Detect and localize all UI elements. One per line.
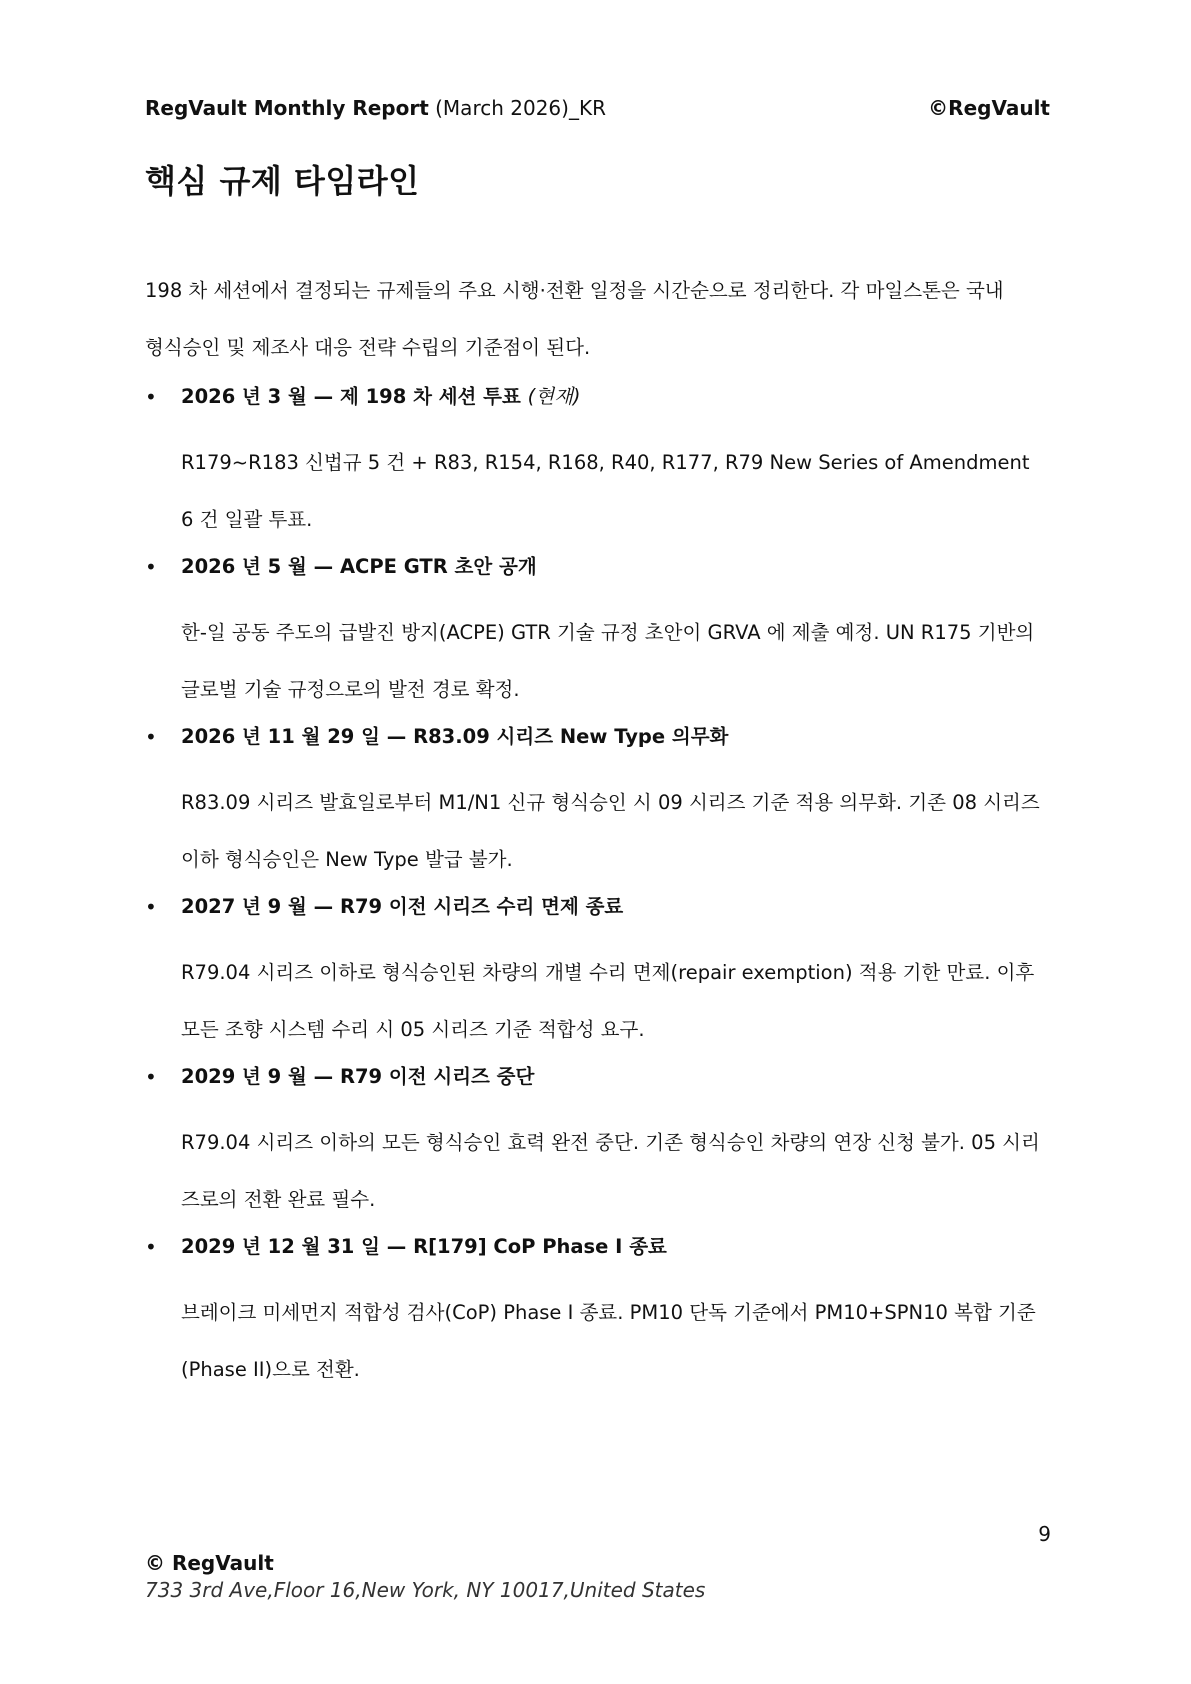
timeline-item-title: 2027 년 9 월 — R79 이전 시리즈 수리 면제 종료 bbox=[181, 895, 624, 918]
timeline-item-title: 2029 년 12 월 31 일 — R[179] CoP Phase I 종료 bbox=[181, 1235, 667, 1258]
timeline-list bbox=[145, 377, 1045, 1397]
bullet-icon: • bbox=[145, 555, 157, 579]
footer-address: 733 3rd Ave,Floor 16,New York, NY 10017,United States bbox=[145, 1578, 706, 1602]
page-header bbox=[145, 96, 1050, 126]
timeline-item bbox=[145, 717, 1045, 887]
timeline-item-title bbox=[181, 377, 1045, 417]
timeline-item bbox=[145, 377, 1045, 547]
timeline-item-desc: 브레이크 미세먼지 적합성 검사(CoP) Phase I 종료. PM10 단독 기준에서 PM10+SPN10 복합 기준(Phase II)으로 전환. bbox=[181, 1301, 1036, 1381]
bullet-icon: • bbox=[145, 1065, 157, 1089]
bullet-icon: • bbox=[145, 385, 157, 409]
footer-company: © RegVault bbox=[145, 1551, 274, 1575]
timeline-item-desc: R79.04 시리즈 이하로 형식승인된 차량의 개별 수리 면제(repair exemption) 적용 기한 만료. 이후 모든 조향 시스템 수리 시 05 시리즈 기준 적합성 요구. bbox=[181, 961, 1035, 1041]
timeline-item-note: (현재) bbox=[527, 385, 581, 408]
timeline-item-title: 2026 년 11 월 29 일 — R83.09 시리즈 New Type 의무화 bbox=[181, 725, 729, 748]
report-suffix: (March 2026)_KR bbox=[428, 96, 606, 120]
timeline-item-title: 2026 년 5 월 — ACPE GTR 초안 공개 bbox=[181, 555, 537, 578]
bullet-icon: • bbox=[145, 895, 157, 919]
timeline-item bbox=[145, 1227, 1045, 1397]
timeline-item-desc: R83.09 시리즈 발효일로부터 M1/N1 신규 형식승인 시 09 시리즈 기준 적용 의무화. 기존 08 시리즈 이하 형식승인은 New Type 발급 불가. bbox=[181, 791, 1040, 871]
bullet-icon: • bbox=[145, 725, 157, 749]
timeline-item bbox=[145, 547, 1045, 717]
timeline-item-desc: R79.04 시리즈 이하의 모든 형식승인 효력 완전 중단. 기존 형식승인 차량의 연장 신청 불가. 05 시리즈로의 전환 완료 필수. bbox=[181, 1131, 1040, 1211]
report-name: RegVault Monthly Report bbox=[145, 96, 429, 120]
brand-label: ©RegVault bbox=[928, 96, 1050, 120]
bullet-icon: • bbox=[145, 1235, 157, 1259]
timeline-item-title: 2029 년 9 월 — R79 이전 시리즈 중단 bbox=[181, 1065, 535, 1088]
timeline-item bbox=[145, 887, 1045, 1057]
timeline-item bbox=[145, 1057, 1045, 1227]
timeline-item-title-text: 2026 년 3 월 — 제 198 차 세션 투표 bbox=[181, 385, 528, 408]
page-number: 9 bbox=[1038, 1522, 1051, 1546]
page-footer bbox=[145, 1550, 705, 1604]
timeline-item-desc: R179~R183 신법규 5 건 + R83, R154, R168, R40, R177, R79 New Series of Amendment 6 건 일괄 투표. bbox=[181, 451, 1030, 531]
timeline-item-desc: 한-일 공동 주도의 급발진 방지(ACPE) GTR 기술 규정 초안이 GRVA 에 제출 예정. UN R175 기반의 글로벌 기술 규정으로의 발전 경로 확정. bbox=[181, 621, 1035, 701]
report-title bbox=[145, 96, 606, 120]
intro-paragraph: 198 차 세션에서 결정되는 규제들의 주요 시행·전환 일정을 시간순으로 정리한다. 각 마일스톤은 국내 형식승인 및 제조사 대응 전략 수립의 기준점이 된다. bbox=[145, 279, 1004, 359]
page-title: 핵심 규제 타임라인 bbox=[145, 162, 420, 200]
